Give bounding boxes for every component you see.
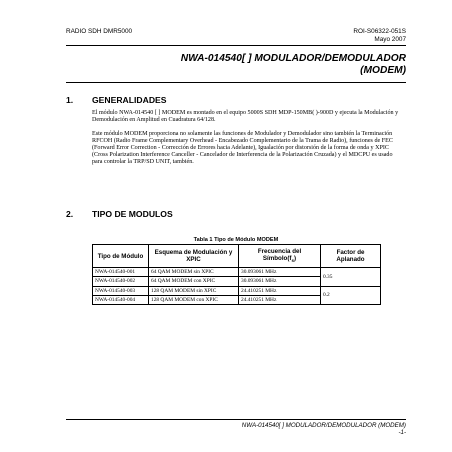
page-title (66, 53, 406, 78)
cell-symbol-frequency: 30.093061 MHz (239, 268, 321, 277)
title-divider (66, 82, 406, 83)
table-row (93, 268, 381, 277)
cell-modulation-scheme: 128 QAM MODEM sin XPIC (149, 286, 239, 295)
page-number: -1- (398, 429, 406, 437)
cell-module-type: NWA-014540-003 (93, 286, 149, 295)
title-line-1: NWA-014540[ ] MODULADOR/DEMODULADOR (180, 53, 406, 64)
section-1-title: GENERALIDADES (92, 95, 167, 105)
cell-rolloff-factor: 0.35 (321, 268, 381, 287)
cell-module-type: NWA-014540-001 (93, 268, 149, 277)
cell-modulation-scheme: 64 QAM MODEM sin XPIC (149, 268, 239, 277)
module-types-table (92, 244, 381, 305)
footer-title: NWA-014540[ ] MODULADOR/DEMODULADOR (MODEM) (241, 422, 406, 429)
cell-symbol-frequency: 24.410251 MHz (239, 295, 321, 304)
table-header-row (93, 245, 381, 268)
header-modulation-scheme: Esquema de Modulación y XPIC (149, 245, 239, 268)
section-1-number: 1. (66, 95, 74, 105)
header-reference (353, 28, 406, 43)
page-footer (242, 422, 406, 437)
cell-rolloff-factor: 0.2 (321, 286, 381, 305)
table-row (93, 286, 381, 295)
section-2-title: TIPO DE MODULOS (92, 209, 173, 219)
cell-symbol-frequency: 24.410251 MHz (239, 286, 321, 295)
cell-module-type: NWA-014540-004 (93, 295, 149, 304)
header-product: RADIO SDH DMR5000 (66, 28, 133, 35)
cell-modulation-scheme: 64 QAM MODEM con XPIC (149, 277, 239, 286)
cell-modulation-scheme: 128 QAM MODEM con XPIC (149, 295, 239, 304)
footer-divider (66, 419, 406, 420)
table-caption: Tabla 1 Tipo de Módulo MODEM (193, 237, 279, 243)
section-2-heading (66, 209, 173, 219)
header-module-type: Tipo de Módulo (93, 245, 149, 268)
header-doc-code: ROI-S06322-051S (353, 28, 406, 35)
title-line-2: (MODEM) (360, 65, 406, 77)
section-2-number: 2. (66, 209, 74, 219)
header-symbol-frequency: Frecuencia del $Símbolo(f_s)$ (239, 245, 321, 268)
cell-symbol-frequency: 30.093061 MHz (239, 277, 321, 286)
section-1-heading (66, 95, 167, 105)
header-rolloff-factor: Factor de Aplanado (321, 245, 381, 268)
header-divider (66, 45, 406, 46)
section-1-paragraph-2: Este módulo MODEM proporciona no solamente las funciones de Modulador y Demodulador sino también la Terminación RFCOH (Radio Frame Complementary Overhead - Encabezado Complementario de la Trama de Radio), funciones de FEC (Forward Error Correction - Corrección de Errores hacia Adelante), Igualación por distorsión de la forma de onda y XPIC (Cross Polarization Interference Canceller - Cancelador de Interferencia de la Polarización Cruzada) y el MDCPU es usado para controlar la TRP/SD UNIT, también. (92, 131, 393, 166)
header-date: Mayo 2007 (374, 35, 406, 43)
cell-module-type: NWA-014540-002 (93, 277, 149, 286)
section-1-paragraph-1: El módulo NWA-014540 [ ] MODEM es montado en el equipo 5000S SDH MDP-150MB( )-900D y ejecuta la Modulación y Demodulación en Amplitud en Cuadratura 64/128. (92, 110, 399, 124)
